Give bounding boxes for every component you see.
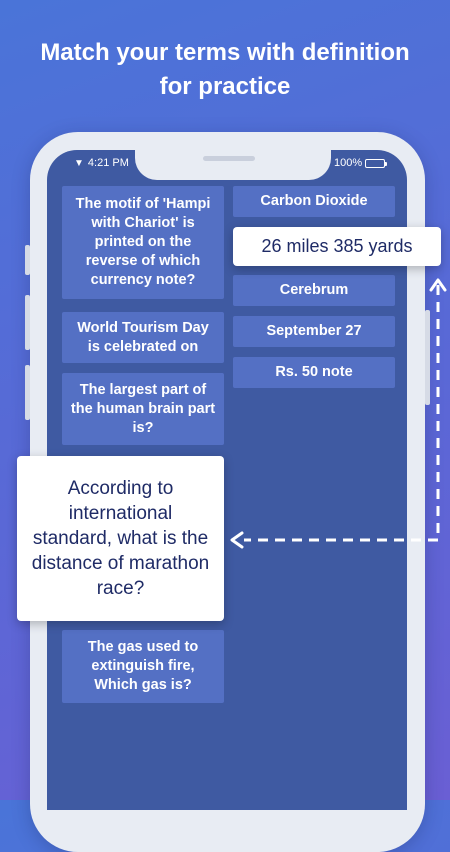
phone-notch — [135, 150, 331, 180]
question-text: The gas used to extinguish fire, Which gas is? — [87, 639, 199, 693]
question-text: World Tourism Day is celebrated on — [77, 319, 209, 355]
question-card[interactable] — [62, 312, 224, 363]
promo-headline — [0, 36, 450, 104]
phone-speaker — [203, 156, 255, 161]
answer-text: September 27 — [266, 323, 362, 339]
battery-icon — [365, 159, 385, 168]
answer-card[interactable] — [233, 357, 395, 388]
question-card[interactable] — [62, 373, 224, 445]
answer-card[interactable] — [233, 186, 395, 217]
status-time-text: 4:21 PM — [87, 157, 129, 169]
selected-question-card[interactable] — [17, 456, 224, 621]
headline-line-2: for practice — [159, 73, 291, 100]
phone-side-button-power — [425, 310, 430, 405]
question-text: The motif of 'Hampi with Chariot' is printed on the reverse of which currency note? — [75, 196, 211, 288]
selected-answer-card[interactable] — [233, 227, 441, 266]
question-card[interactable] — [62, 186, 224, 299]
battery-percent: 100% — [334, 157, 363, 169]
wifi-icon: ▼ — [74, 158, 84, 169]
phone-side-button-volume-up — [25, 295, 30, 350]
headline-line-1: Match your terms with definition — [40, 39, 410, 66]
status-bar-time — [74, 157, 129, 169]
question-text: The largest part of the human brain part is? — [70, 381, 216, 436]
question-card[interactable] — [62, 630, 224, 703]
selected-question-text: According to international standard, what is the distance of marathon race? — [31, 478, 210, 599]
answer-text: Cerebrum — [279, 282, 349, 298]
phone-side-button-mute — [25, 245, 30, 275]
status-bar-battery — [334, 157, 385, 169]
answer-text: Rs. 50 note — [275, 364, 353, 380]
selected-answer-text: 26 miles 385 yards — [261, 236, 413, 256]
phone-side-button-volume-down — [25, 365, 30, 420]
answer-text: Carbon Dioxide — [260, 193, 368, 209]
answer-card[interactable] — [233, 275, 395, 306]
answer-card[interactable] — [233, 316, 395, 347]
